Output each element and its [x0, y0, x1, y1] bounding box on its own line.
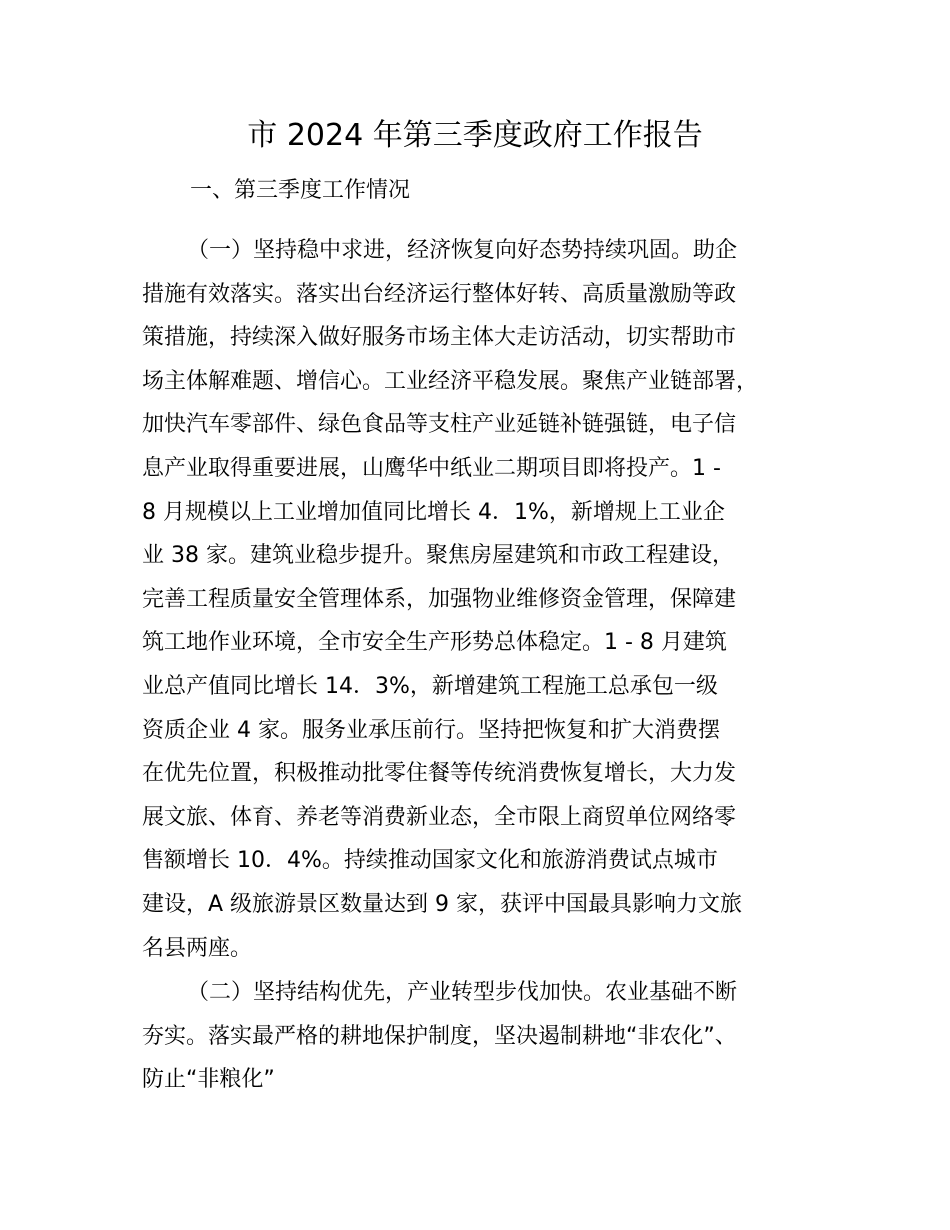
- paragraph-line: 在优先位置，积极推动批零住餐等传统消费恢复增长，大力发: [142, 761, 737, 787]
- paragraph-line: 业总产值同比增长 14．3%，新增建筑工程施工总承包一级: [142, 673, 718, 699]
- paragraph-line: 资质企业 4 家。服务业承压前行。坚持把恢复和扩大消费摆: [142, 717, 720, 743]
- paragraph-industry: [142, 971, 832, 1102]
- paragraph-line: 息产业取得重要进展，山鹰华中纸业二期项目即将投产。1 -: [142, 455, 721, 481]
- paragraph-line: （二）坚持结构优先，产业转型步伐加快。农业基础不断: [187, 980, 738, 1005]
- paragraph-line: 名县两座。: [142, 935, 253, 961]
- paragraph-line: 防止“非粮化”: [142, 1067, 275, 1093]
- paragraph-line: 策措施，持续深入做好服务市场主体大走访活动，切实帮助市: [142, 325, 737, 351]
- paragraph-economy: [142, 229, 832, 970]
- paragraph-line: 措施有效落实。落实出台经济运行整体好转、高质量激励等政: [142, 281, 737, 307]
- paragraph-line: 场主体解难题、增信心。工业经济平稳发展。聚焦产业链部署，: [142, 368, 759, 394]
- paragraph-line: 售额增长 10．4%。持续推动国家文化和旅游消费试点城市: [142, 848, 718, 874]
- paragraph-line: 展文旅、体育、养老等消费新业态，全市限上商贸单位网络零: [142, 804, 737, 830]
- paragraph-line: 夯实。落实最严格的耕地保护制度，坚决遏制耕地“非农化”、: [142, 1023, 737, 1049]
- paragraph-line: 建设，A 级旅游景区数量达到 9 家，获评中国最具影响力文旅: [142, 891, 743, 917]
- paragraph-line: （一）坚持稳中求进，经济恢复向好态势持续巩固。助企: [187, 238, 738, 263]
- paragraph-line: 筑工地作业环境，全市安全生产形势总体稳定。1 - 8 月建筑: [142, 630, 727, 656]
- paragraph-line: 完善工程质量安全管理体系，加强物业维修资金管理，保障建: [142, 586, 737, 612]
- section-heading: 一、第三季度工作情况: [190, 178, 411, 203]
- paragraph-line: 业 38 家。建筑业稳步提升。聚焦房屋建筑和市政工程建设，: [142, 543, 734, 569]
- document-title: 市 2024 年第三季度政府工作报告: [247, 118, 703, 153]
- paragraph-line: 8 月规模以上工业增加值同比增长 4．1%，新增规上工业企: [142, 499, 725, 525]
- paragraph-line: 加快汽车零部件、绿色食品等支柱产业延链补链强链，电子信: [142, 412, 737, 438]
